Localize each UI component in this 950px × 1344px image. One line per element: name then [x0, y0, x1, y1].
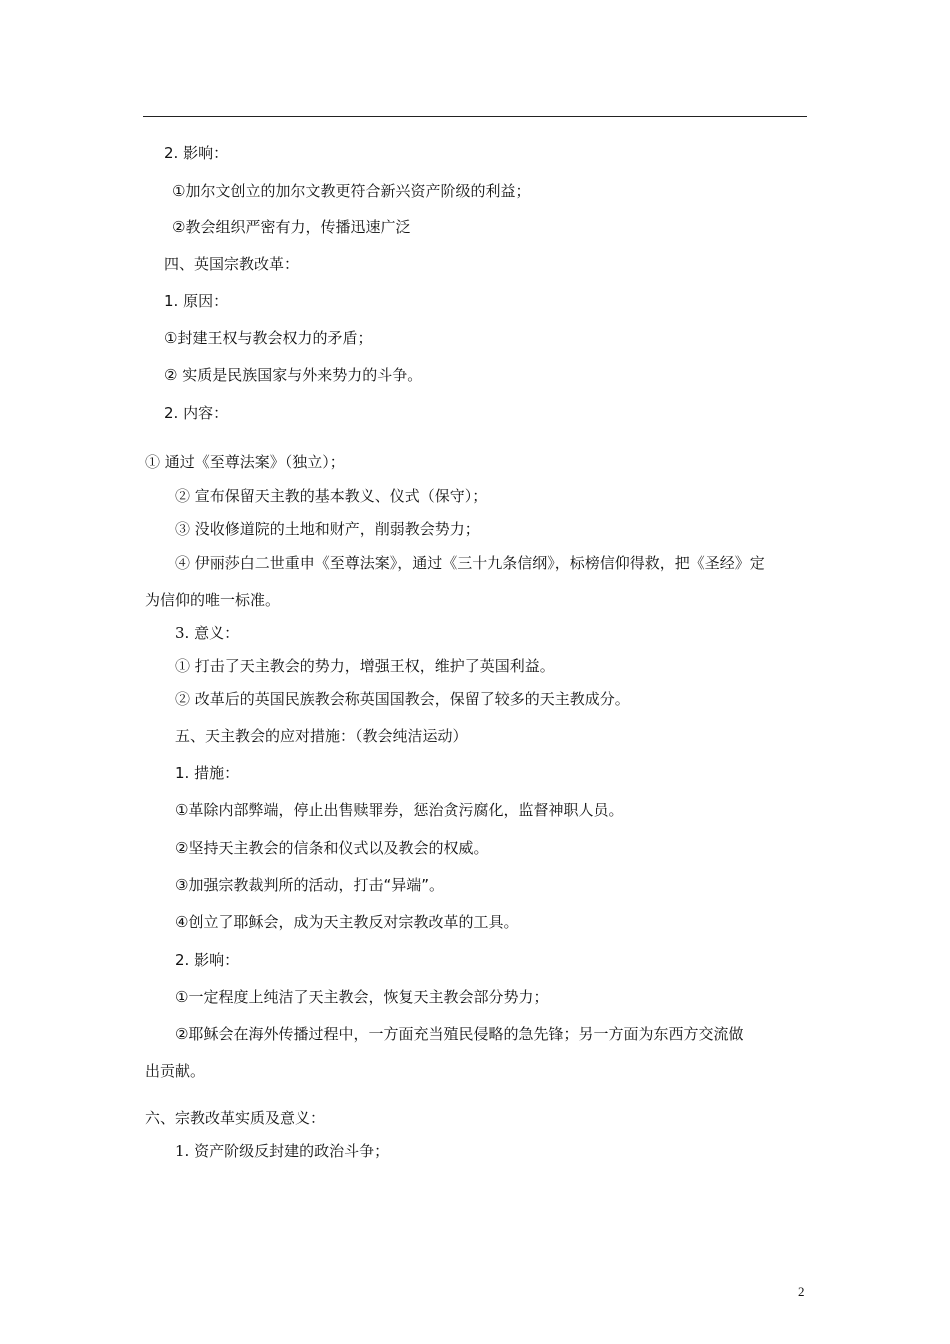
page-number: 2 [798, 1284, 805, 1299]
cause-item-1: ①封建王权与教会权力的矛盾； [164, 329, 373, 347]
content-item-3: ③ 没收修道院的土地和财产，削弱教会势力； [175, 520, 480, 538]
cause-heading: 1. 原因： [164, 292, 229, 310]
influence-item-2-cont: 出贡献。 [145, 1062, 206, 1080]
measures-heading: 1. 措施： [175, 764, 240, 782]
measures-item-1: ①革除内部弊端，停止出售赎罪券，惩治贪污腐化，监督神职人员。 [175, 801, 624, 819]
impact-item-2: ②教会组织严密有力，传播迅速广泛 [172, 218, 411, 236]
significance-item-1: ① 打击了天主教会的势力，增强王权，维护了英国利益。 [175, 657, 555, 675]
essence-item-1: 1. 资产阶级反封建的政治斗争； [175, 1142, 390, 1160]
content-heading: 2. 内容： [164, 404, 229, 422]
section-4-heading: 四、英国宗教改革： [164, 255, 300, 273]
content-item-4-cont: 为信仰的唯一标准。 [145, 591, 281, 609]
measures-item-2: ②坚持天主教会的信条和仪式以及教会的权威。 [175, 839, 489, 857]
content-item-1: ① 通过《至尊法案》（独立）； [145, 453, 345, 471]
influence-heading: 2. 影响： [175, 951, 240, 969]
cause-item-2: ② 实质是民族国家与外来势力的斗争。 [164, 366, 423, 384]
impact-item-1: ①加尔文创立的加尔文教更符合新兴资产阶级的利益； [172, 182, 531, 200]
influence-item-2: ②耶稣会在海外传播过程中，一方面充当殖民侵略的急先锋；另一方面为东西方交流做 [175, 1025, 744, 1043]
content-item-4: ④ 伊丽莎白二世重申《至尊法案》，通过《三十九条信纲》，标榜信仰得救，把《圣经》定 [175, 554, 765, 572]
header-rule [143, 116, 807, 117]
influence-item-1: ①一定程度上纯洁了天主教会，恢复天主教会部分势力； [175, 988, 549, 1006]
measures-item-4: ④创立了耶稣会，成为天主教反对宗教改革的工具。 [175, 913, 519, 931]
significance-item-2: ② 改革后的英国民族教会称英国国教会，保留了较多的天主教成分。 [175, 690, 630, 708]
content-item-2: ② 宣布保留天主教的基本教义、仪式（保守）； [175, 487, 488, 505]
section-5-heading: 五、天主教会的应对措施：（教会纯洁运动） [175, 727, 468, 745]
significance-heading: 3. 意义： [175, 624, 240, 642]
section-6-heading: 六、宗教改革实质及意义： [145, 1109, 326, 1127]
section-3-impact-heading: 2. 影响： [164, 144, 229, 162]
measures-item-3: ③加强宗教裁判所的活动，打击“异端”。 [175, 876, 444, 894]
